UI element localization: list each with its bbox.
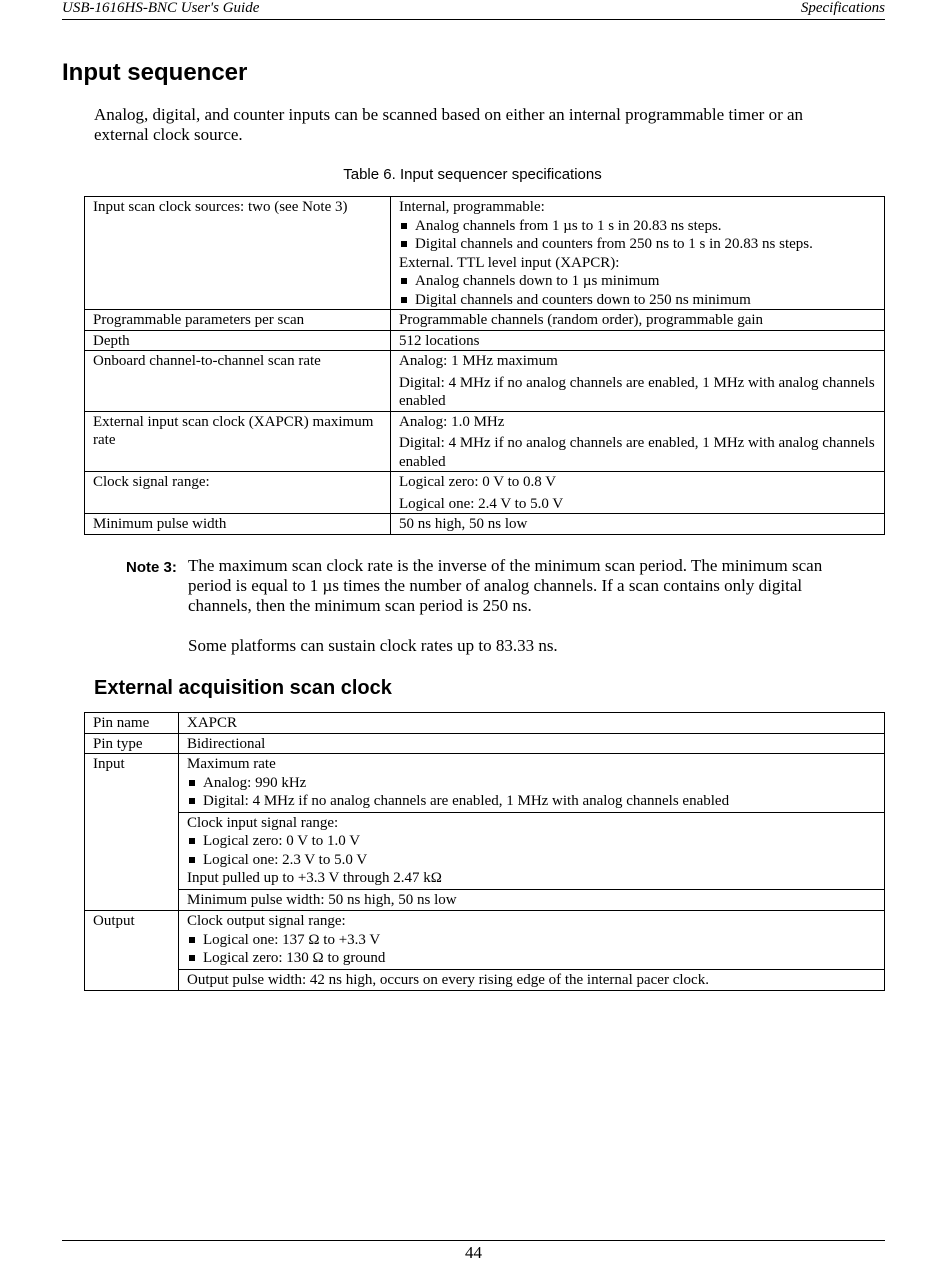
output-range-list: [187, 931, 876, 968]
row-value: [391, 197, 885, 310]
table-row: [85, 754, 885, 911]
list-item: Analog channels down to 1 µs minimum: [399, 272, 876, 291]
external-heading: External. TTL level input (XAPCR):: [399, 254, 620, 271]
table-row: [85, 330, 885, 351]
row-label: Minimum pulse width: [85, 514, 391, 535]
max-rate-list: [187, 774, 876, 811]
signal-range-list: [187, 832, 876, 869]
logical-one: Logical one: 2.4 V to 5.0 V: [399, 495, 564, 512]
output-pulse-width: Output pulse width: 42 ns high, occurs on every rising edge of the internal pacer clock.: [187, 971, 709, 988]
list-item: Logical zero: 0 V to 1.0 V: [187, 832, 876, 851]
table-row: [85, 197, 885, 310]
list-item: Digital: 4 MHz if no analog channels are enabled, 1 MHz with analog channels enabled: [187, 792, 876, 811]
output-pulse-block: [179, 969, 884, 991]
note-paragraph: The maximum scan clock rate is the inverse of the minimum scan period. The minimum scan period is equal to 1 µs times the number of analog channels. If a scan contains only digital channels, then the minimum scan period is 250 ns.: [188, 556, 823, 615]
list-item: Digital channels and counters from 250 ns to 1 s in 20.83 ns steps.: [399, 235, 876, 254]
note-paragraph: Some platforms can sustain clock rates up to 83.33 ns.: [188, 636, 558, 655]
table-caption: Table 6. Input sequencer specifications: [343, 166, 602, 183]
row-label: Input scan clock sources: two (see Note 3): [85, 197, 391, 310]
list-item: Logical one: 2.3 V to 5.0 V: [187, 851, 876, 870]
note-body: [188, 556, 856, 656]
analog-rate: Analog: 1.0 MHz: [399, 413, 505, 430]
row-value: Programmable channels (random order), programmable gain: [391, 310, 885, 331]
table-row: [85, 733, 885, 754]
output-range-heading: Clock output signal range:: [187, 913, 346, 929]
note-label: Note 3:: [126, 559, 177, 576]
output-signal-range-block: [179, 911, 884, 969]
row-value: [391, 472, 885, 514]
row-label: Input: [85, 754, 179, 911]
signal-range-heading: Clock input signal range:: [187, 814, 339, 831]
list-item: Analog: 990 kHz: [187, 774, 876, 793]
table-row: [85, 472, 885, 514]
digital-rate: Digital: 4 MHz if no analog channels are enabled, 1 MHz with analog channels enabled: [399, 374, 875, 409]
pull-up-note: Input pulled up to +3.3 V through 2.47 kΩ: [187, 870, 442, 886]
row-label: Output: [85, 911, 179, 991]
row-label: External input scan clock (XAPCR) maximum rate: [85, 411, 391, 472]
external-list: [399, 272, 876, 309]
section-title-external-acquisition-scan-clock: External acquisition scan clock: [94, 677, 392, 699]
table-row: [85, 713, 885, 734]
input-min-pulse-block: [179, 889, 884, 911]
row-value: [179, 754, 885, 911]
input-signal-range-block: [179, 812, 884, 889]
header-section-name: Specifications: [800, 0, 885, 16]
page-footer: [62, 1240, 885, 1263]
logical-zero: Logical zero: 0 V to 0.8 V: [399, 474, 557, 490]
row-label: Programmable parameters per scan: [85, 310, 391, 331]
table-row: [85, 310, 885, 331]
digital-rate: Digital: 4 MHz if no analog channels are enabled, 1 MHz with analog channels enabled: [399, 435, 875, 470]
list-item: Analog channels from 1 µs to 1 s in 20.83 ns steps.: [399, 217, 876, 236]
note-3: [126, 556, 856, 656]
row-value: XAPCR: [179, 713, 885, 734]
input-sequencer-spec-table: [84, 196, 885, 535]
row-label: Clock signal range:: [85, 472, 391, 514]
section-title-input-sequencer: Input sequencer: [62, 59, 248, 86]
row-value: [391, 411, 885, 472]
row-value: 512 locations: [391, 330, 885, 351]
list-item: Digital channels and counters down to 250 ns minimum: [399, 291, 876, 310]
input-max-rate-block: [179, 754, 884, 812]
table-row: [85, 351, 885, 412]
max-rate-heading: Maximum rate: [187, 756, 276, 772]
row-value: [391, 351, 885, 412]
row-value: [179, 911, 885, 991]
table-row: [85, 411, 885, 472]
row-value: Bidirectional: [179, 733, 885, 754]
row-label: Pin type: [85, 733, 179, 754]
page-number: 44: [465, 1243, 482, 1262]
internal-heading: Internal, programmable:: [399, 199, 545, 215]
row-label: Onboard channel-to-channel scan rate: [85, 351, 391, 412]
analog-rate: Analog: 1 MHz maximum: [399, 353, 558, 369]
row-label: Depth: [85, 330, 391, 351]
row-value: 50 ns high, 50 ns low: [391, 514, 885, 535]
table-row: [85, 514, 885, 535]
min-pulse-width: Minimum pulse width: 50 ns high, 50 ns low: [187, 891, 457, 908]
list-item: Logical one: 137 Ω to +3.3 V: [187, 931, 876, 950]
list-item: Logical zero: 130 Ω to ground: [187, 949, 876, 968]
running-header: [62, 0, 885, 20]
header-document-title: USB-1616HS-BNC User's Guide: [62, 0, 260, 16]
external-scan-clock-table: [84, 712, 885, 991]
intro-paragraph: Analog, digital, and counter inputs can be scanned based on either an internal programmable timer or an external clock source.: [94, 105, 804, 144]
internal-list: [399, 217, 876, 254]
table-row: [85, 911, 885, 991]
row-label: Pin name: [85, 713, 179, 734]
